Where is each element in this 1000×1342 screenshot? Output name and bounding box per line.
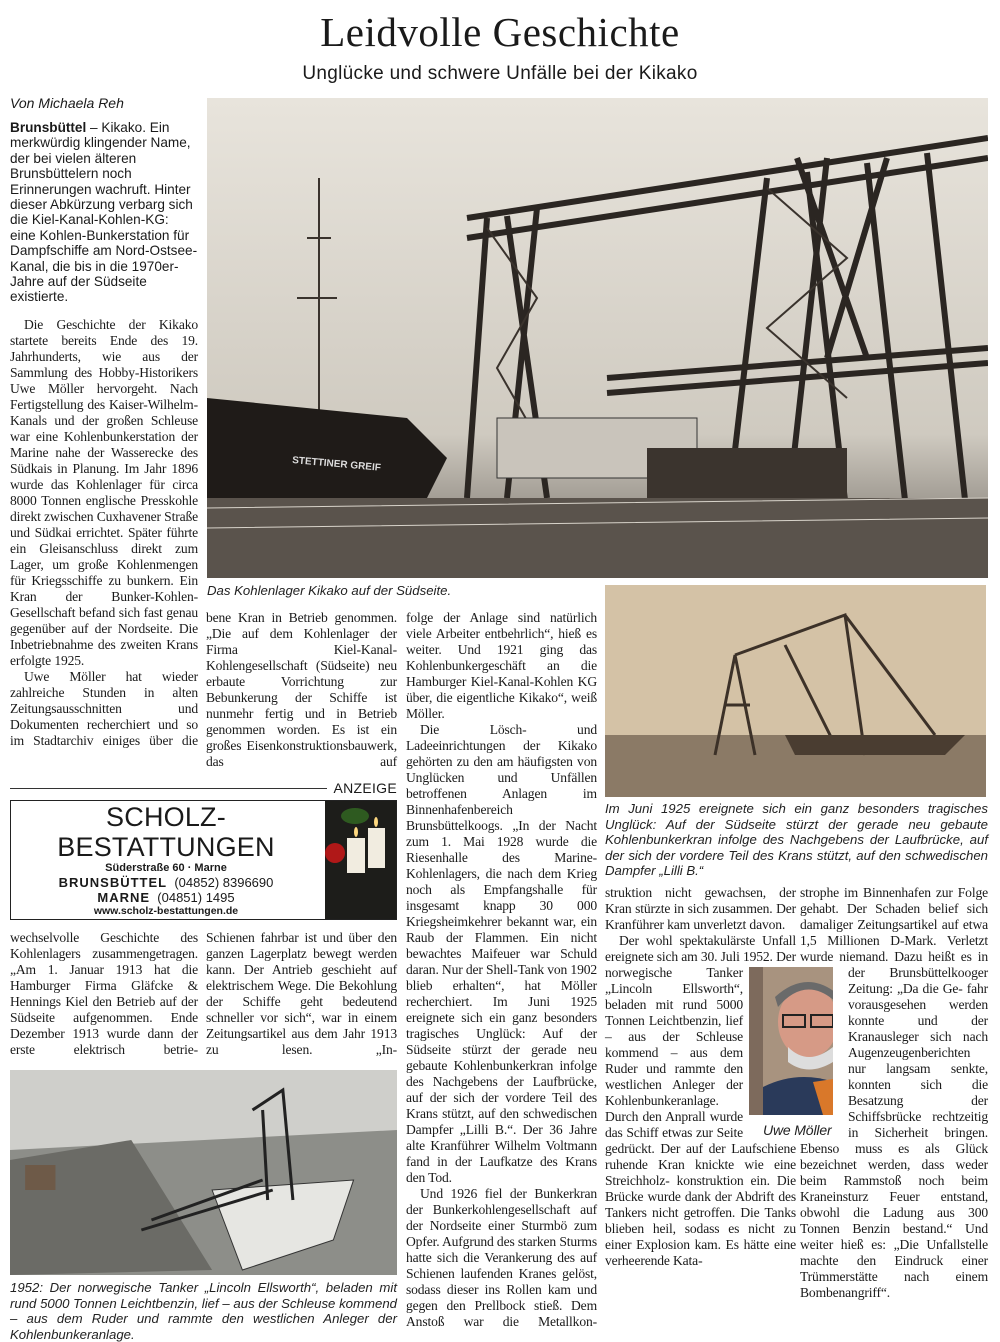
paragraph: struktion nicht gewachsen, der Kran stürzte in sich zusammen. Der Kranführer kam unverletzt davon. [605,884,796,932]
column-1-top [10,95,198,749]
ad-city: BRUNSBÜTTEL [58,875,168,890]
ad-header [10,780,397,796]
portrait-figure [749,967,833,1139]
photo-1952-tanker [10,1070,397,1275]
ad-phone-marne [11,890,321,905]
paragraph-part: Der wohl spektakulärste Unfall ereignete sich am 30. Juli 1952. Der norwegische Tanker [605,932,796,980]
column-1-body [10,317,198,749]
paragraph-part: „Lincoln Ellsworth“, beladen mit rund 5000 Tonnen Leichtbenzin, lief – aus der Schleuse kommend – aus dem Ruder und rammte den westlichen Anleger der Kohlenbunkeranlage. Durch den Anprall wurde das Schiff etwas zur Seite gedrückt. Der auf der Laufschiene ruhende Kran knickte wie eine Streichholz- [605,980,796,1188]
paragraph-part: entstand, obwohl die Ladung aus 300 Tonnen Benzin bestand.“ Und weiter hieß es: „Die Unfallstelle machte den Eindruck einer Trümmerstätte nach einem Bombenangriff“. [800,1188,988,1300]
ad-divider [10,788,327,789]
columns-4-5 [605,885,988,1301]
portrait-illustration [763,967,833,1115]
photo-1952-caption: 1952: Der norwegische Tanker „Lincoln Ellsworth“, beladen mit rund 5000 Tonnen Leichtbenzin, lief – aus der Schleuse kommend – aus dem Ruder und rammte den westlichen Anleger der Kohlenbunkeranlage. [10,1280,397,1342]
paragraph-part: konstruktion ein. Die Brücke wurde dank der Abdrift des Tankers nicht getroffen. Die Tanks blieben heil, sodass es nicht zu einer Explosion kam. Es hätte eine verheerende Kata- [605,1172,796,1268]
byline: Von Michaela Reh [10,95,124,111]
photo-space [206,95,397,610]
intro-paragraph [10,120,198,305]
advertisement-scholz-bestattungen[interactable] [10,800,397,920]
paragraph: Schienen fahrbar ist und über den ganzen Lagerplatz bewegt werden kann. Der Antrieb geschieht auf elektrischem Wege. Die Bekohlung der Schiffe geht bedeutend schneller vor sich“, war in einem Zeitungsartikel aus dem Jahr 1913 zu lesen. „In- [206,930,397,1057]
ad-text [11,801,321,919]
paragraph: bene Kran in Betrieb genommen. „Die auf dem Kohlenlager der Firma Kiel-Kanal-Kohlengesellschaft (Südseite) neu erbaute Vorrichtung zur Bebunkerung der Schiffe ist nunmehr fertig und in Betrieb genommen worden. Es ist ein großes Eisenkonstruktionsbauwerk, das auf [206,610,397,769]
column-3 [406,610,597,1330]
tanker-photo-illustration [10,1070,397,1275]
paragraph: Uwe Möller hat wieder zahlreiche Stunden in alten Zeitungsausschnitten und Dokumenten recherchiert und so im Stadtarchiv einiges über die [10,668,198,748]
collapse-photo-illustration [605,585,986,797]
advertisement-section [10,770,397,920]
candle-icon [325,801,396,883]
main-photo-caption: Das Kohlenlager Kikako auf der Südseite. [207,583,452,598]
article-subheadline: Unglücke und schwere Unfälle bei der Kikako [302,63,698,84]
ad-city: MARNE [97,890,151,905]
ad-company-name: SCHOLZ-BESTATTUNGEN [57,802,275,862]
photo-1925-crane-collapse [605,585,986,797]
paragraph: wechselvolle Geschichte des Kohlenlagers zusammengetragen. „Am 1. Januar 1913 hat die Hamburger Firma Gläfcke & Hennings Kiel den Betrieb auf der Südseite aufgenommen. Ende Dezember 1913 wurde dann der erste elektrisch betrie- [10,930,198,1057]
candles-image [325,801,396,919]
ad-phone: (04852) 8396690 [174,875,274,890]
paragraph: Und 1926 fiel der Bunkerkran der Bunkerkohlengesellschaft auf der Nordseite einer Sturmbö zum Opfer. Aufgrund des starken Sturms hatte sich die Verankerung des auf Schienen laufenden Kranes gelöst, sodass dieser ins Rollen kam und gegen den Prellbock stieß. Dem Anstoß war die Metallkon- [406,1186,597,1329]
column-2-bottom [206,930,397,1058]
paragraph [605,932,832,1269]
portrait-float [747,965,832,1141]
left-article-block [10,95,397,1342]
intro-text: – Kikako. Ein merkwürdig klingender Name, der bei vielen älteren Brunsbüttelern noch Erinnerungen wachruft. Hinter dieser Abkürzung verbarg sich die Kiel-Kanal-Kohlen-KG: eine Kohlen-Bunkerstation für Dampfschiffe am Nord-Ostsee-Kanal, die bis in die 1970er-Jahre auf der Südseite existierte. [10,120,198,305]
paragraph: Die Lösch- und Ladeeinrichtungen der Kikako gehörten zu den am häufigsten von Unglücken und Unfällen betroffenen Anlagen im Binnenhafenbereich Brunsbüttelkoogs. „In der Nacht zum 1. Mai 1928 wurde die Riesenhalle des Marine-Kohlenlagers, die nach dem Krieg noch als Empfangshalle für insgesamt knapp 30 000 Kriegsheimkehrer bekannt war, ein Raub der Flammen. Ein nicht bewachtes Maifeuer war Schuld daran. Nur der Shell-Tank von 1902 blieb erhalten“, hat Möller recherchiert. Im Juni 1925 ereignete sich ein ganz besonders tragisches Unglück: Auf der Südseite stürzt der gerade neu gebaute Kohlenbunkerkran infolge des Nachgebens der Laufbrücke, auf der sich der vordere Teil des Krans stützt, auf den schwedischen Dampfer „Lilli B.“. Der 36 Jahre alte Kranführer Wilhelm Voltmann fand in der Laufkatze des Krans den Tod. [406,722,598,1185]
ad-phone: (04851) 1495 [157,890,235,905]
ship-name-text: STETTINER GREIF [291,455,382,474]
column-2-top [206,95,397,770]
portrait-uwe-moeller [749,967,833,1115]
paragraph-part: strophe im Binnenhafen zur Folge gehabt. Der Schaden belief sich damaliger Zeitungsartikel auf etwa 1,5 Millionen D-Mark. Verletzt wurde niemand. Dazu heißt es in der Brunsbüttelkooger Zeitung: „Da die Ge- [800,884,988,996]
ad-website[interactable]: www.scholz-bestattungen.de [93,905,239,917]
paragraph-part: fahr vorausgesehen werden konnte und der Kranausleger sich nach Augenzeugenberichten nur langsam senkte, konnten sich die Besatzung der Schiffsbrücke rechtzeitig in Sicherheit bringen. Ebenso muss es als Glück bezeichnet werden, dass weder beim Rammstoß noch beim Kraneinsturz Feuer [800,980,989,1204]
ad-address: Süderstraße 60 · Marne [105,862,227,874]
column-4 [605,884,832,1269]
paragraph: folge der Anlage sind natürlich viele Arbeiter entbehrlich“, hieß es weiter. Und 1921 ging das Kohlenbunkergeschäft an die Hamburger Kiel-Kanal-Kohlen KG über, die eigentliche Kikako“, weiß Möller. [406,610,597,721]
ad-label: ANZEIGE [333,780,397,796]
column-2-body [206,610,397,770]
column-1-bottom [10,930,198,1058]
photo-1925-caption: Im Juni 1925 ereignete sich ein ganz besonders tragisches Unglück: Auf der Südseite stürzt der gerade neu gebaute Kohlenbunkerkran infolge des Nachgebens der Laufbrücke, auf der sich der vordere Teil des Krans stützt, auf den schwedischen Dampfer „Lilli B.“ [605,801,988,878]
article-headline: Leidvolle Geschichte [320,9,680,55]
dateline: Brunsbüttel [10,120,87,135]
right-article-block [605,585,988,1301]
ad-phone-brunsbuettel [11,875,321,890]
portrait-caption: Uwe Möller [763,1121,832,1138]
paragraph: Die Geschichte der Kikako startete bereits Ende des 19. Jahrhunderts, wie aus der Sammlung des Hobby-Historikers Uwe Möller hervorgeht. Nach Fertigstellung des Kaiser-Wilhelm-Kanals und der großen Schleuse war eine Kohlenbunkerstation der Marine nahe der Wasserecke des Südkais in Planung. Im Jahr 1896 wurde das Kohlenlager für circa 8000 Tonnen englische Presskohle direkt zwischen Cuxhavener Straße und Südkai errichtet. Später führte ein Gleisanschluss direkt zum Lager, um große Kohlenmengen für Kriegsschiffe zu bunkern. Ein Kran der Bunker-Kohlen-Gesellschaft befand sich fast genau gegenüber auf der Nordseite. Die Inbetriebnahme des zweiten Krans erfolgte 1925. [10,316,198,668]
